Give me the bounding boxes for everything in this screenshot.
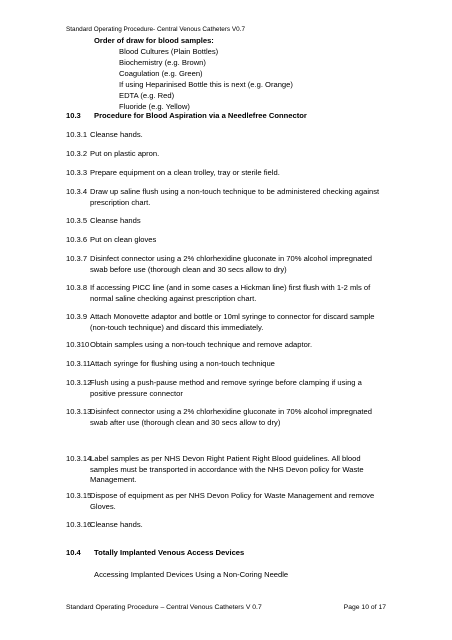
running-header: Standard Operating Procedure- Central Venous Catheters V0.7 [66, 26, 246, 33]
step [66, 378, 386, 399]
step [66, 216, 386, 227]
step-number: 10.3.5 [66, 216, 88, 225]
footer-title: Standard Operating Procedure – Central Venous Catheters V 0.7 [66, 604, 262, 611]
step-text: Attach syringe for flushing using a non-touch technique [90, 359, 275, 368]
step-text: Cleanse hands [90, 216, 141, 225]
step [66, 340, 386, 351]
step-number: 10.3.8 [66, 283, 88, 292]
section-heading-10-4 [66, 548, 244, 559]
step-text: Prepare equipment on a clean trolley, tray or sterile field. [90, 168, 280, 177]
step-text: If accessing PICC line (and in some cases a Hickman line) first flush with 1-2 mls of [90, 283, 371, 292]
step-number: 10.3.11 [66, 359, 91, 368]
step-number: 10.3.4 [66, 187, 88, 196]
order-of-draw [94, 35, 293, 112]
section-title: Totally Implanted Venous Access Devices [94, 548, 245, 557]
step-text: Cleanse hands. [90, 130, 143, 139]
step-number: 10.3.12 [66, 378, 92, 387]
list-item: Biochemistry (e.g. Brown) [119, 58, 206, 67]
step-number: 10.3.13 [66, 407, 92, 416]
step [66, 283, 386, 304]
section-title: Procedure for Blood Aspiration via a Needlefree Connector [94, 111, 307, 120]
section-number: 10.4 [66, 548, 81, 557]
list-item: EDTA (e.g. Red) [119, 91, 175, 100]
step [66, 187, 386, 208]
step-text-cont: swab after use (thorough clean and 30 secs allow to dry) [90, 417, 281, 427]
step [66, 312, 386, 333]
step-text: Put on plastic apron. [90, 149, 160, 158]
step [66, 407, 386, 428]
list-item: If using Heparinised Bottle this is next (e.g. Orange) [119, 80, 293, 89]
step-text-cont: positive pressure connector [90, 388, 183, 398]
step-number: 10.3.14 [66, 454, 92, 463]
step-text-cont: Management. [90, 475, 137, 484]
step-text: Cleanse hands. [90, 520, 143, 529]
step [66, 254, 386, 275]
step [66, 491, 386, 512]
step-text: Attach Monovette adaptor and bottle or 10ml syringe to connector for discard sample [90, 312, 375, 321]
list-item: Coagulation (e.g. Green) [119, 69, 203, 78]
step-text: Draw up saline flush using a non-touch technique to be administered checking against [90, 187, 380, 196]
step-text: Flush using a push-pause method and remove syringe before clamping if using a [90, 378, 362, 387]
step-text: Label samples as per NHS Devon Right Patient Right Blood guidelines. All blood [90, 454, 361, 463]
list-item: Blood Cultures (Plain Bottles) [119, 47, 219, 56]
step-text: Disinfect connector using a 2% chlorhexidine gluconate in 70% alcohol impregnated [90, 254, 372, 263]
step-text-cont: samples must be transported in accordance with the NHS Devon policy for Waste [90, 464, 364, 474]
step-number: 10.3.3 [66, 168, 88, 177]
section-heading-10-3 [66, 111, 307, 122]
step-text: Dispose of equipment as per NHS Devon Policy for Waste Management and remove [90, 491, 375, 500]
step [66, 149, 386, 160]
page-number: Page 10 of 17 [343, 604, 386, 611]
step-number: 10.3.6 [66, 235, 88, 244]
step-number: 10.3.15 [66, 491, 92, 500]
step [66, 359, 386, 370]
step [66, 454, 386, 486]
step-text-cont: prescription chart. [90, 197, 151, 207]
step-number: 10.310 [66, 340, 90, 349]
subheading: Accessing Implanted Devices Using a Non-Coring Needle [94, 570, 289, 579]
step [66, 520, 386, 531]
step [66, 130, 386, 141]
step-text-cont: Gloves. [90, 501, 116, 511]
step-text: Disinfect connector using a 2% chlorhexidine gluconate in 70% alcohol impregnated [90, 407, 372, 416]
step-number: 10.3.1 [66, 130, 88, 139]
step [66, 235, 386, 246]
step-number: 10.3.2 [66, 149, 88, 158]
section-number: 10.3 [66, 111, 81, 120]
step [66, 168, 386, 179]
step-number: 10.3.9 [66, 312, 88, 321]
step-number: 10.3.7 [66, 254, 88, 263]
step-text: Obtain samples using a non-touch technique and remove adaptor. [90, 340, 313, 349]
step-text-cont: normal saline checking against prescription chart. [90, 293, 257, 303]
list-item: Fluoride (e.g. Yellow) [119, 102, 190, 111]
order-of-draw-title: Order of draw for blood samples: [94, 36, 214, 45]
step-number: 10.3.16 [66, 520, 92, 529]
step-text-cont: swab before use (thorough clean and 30 secs allow to dry) [90, 264, 287, 274]
step-text: Put on clean gloves [90, 235, 157, 244]
step-text-cont: (non-touch technique) and discard this immediately. [90, 322, 264, 332]
